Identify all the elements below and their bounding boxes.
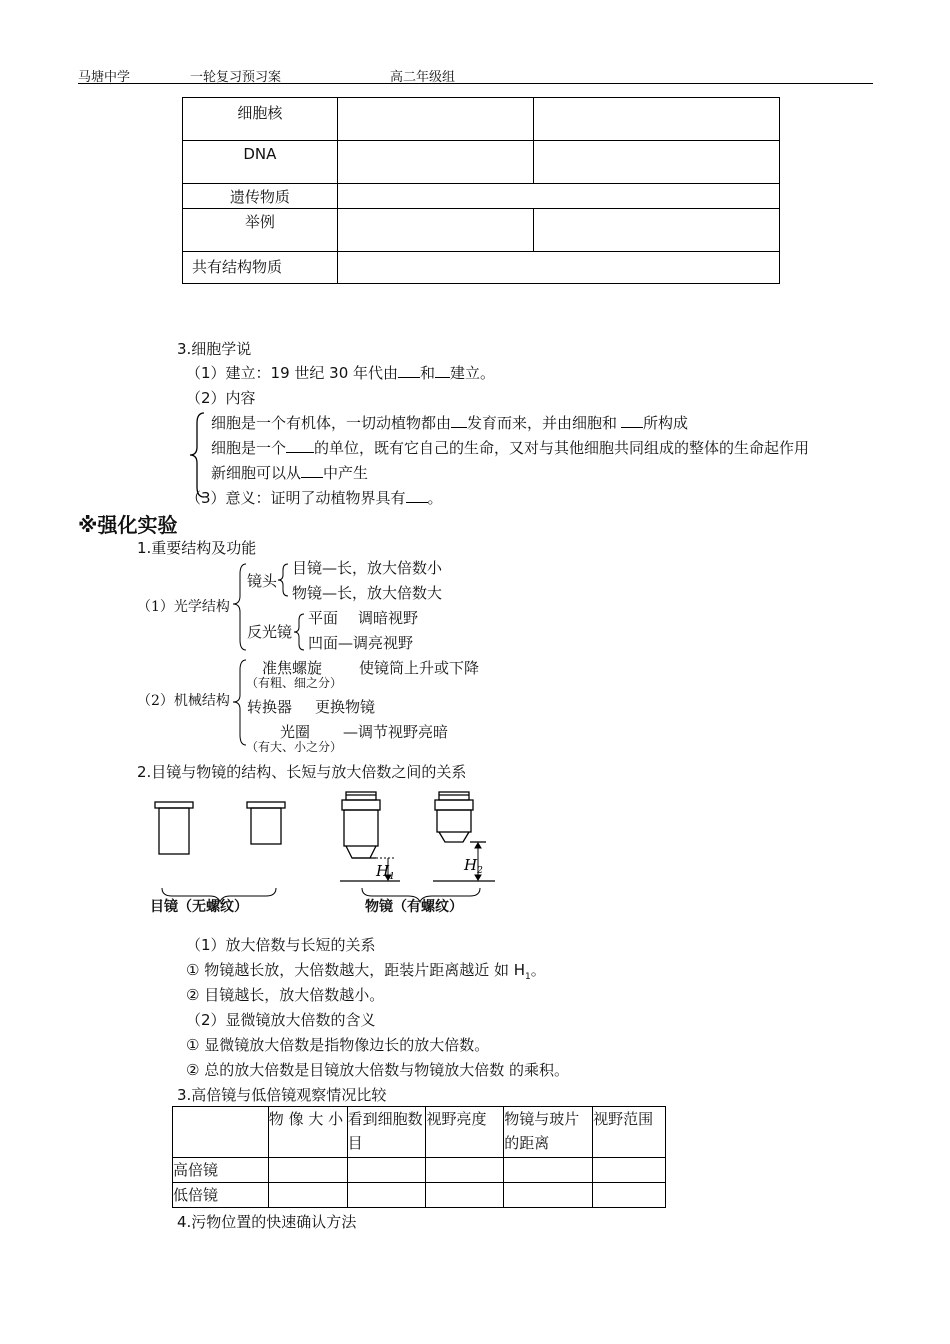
subsection-title: 3.高倍镜与低倍镜观察情况比较: [177, 1086, 387, 1104]
table-header-cell: 物镜与玻片的距离: [504, 1107, 593, 1158]
table-header-cell: 视野亮度: [426, 1107, 504, 1158]
fill-blank: [406, 487, 428, 503]
table-cell-blank: [337, 98, 534, 141]
comparison-table: [182, 97, 780, 284]
table-row: [183, 209, 780, 252]
relation-1a-sub: 1: [525, 972, 531, 982]
table-cell-blank: [268, 1158, 347, 1183]
content2-a: 细胞是一个: [211, 439, 287, 457]
table-cell-label: 遗传物质: [183, 184, 338, 209]
table-row: [173, 1158, 666, 1183]
lens-label: 镜头: [247, 572, 278, 590]
table-cell-blank: [347, 1158, 426, 1183]
cell-theory-content1: [211, 412, 688, 433]
table-cell-label: DNA: [183, 141, 338, 184]
subsection-title: 2.目镜与物镜的结构、长短与放大倍数之间的关系: [137, 763, 467, 781]
turret-label: 转换器: [247, 698, 293, 716]
eyepiece-long-icon: [155, 802, 193, 854]
relation-2a: ① 显微镜放大倍数是指物像边长的放大倍数。: [186, 1036, 490, 1054]
h1-label: $H_1$: [376, 862, 395, 882]
item1-mid: 和: [420, 364, 436, 382]
item1-prefix: （1）建立：19 世纪 30 年代由: [186, 364, 399, 382]
fill-blank: [286, 437, 314, 453]
relation-1a-text: ① 物镜越长放，大倍数越大，距装片距离越近 如 H: [186, 961, 526, 979]
table-header-row: [173, 1107, 666, 1158]
mirror-flat-fn: 调暗视野: [358, 609, 419, 627]
cell-theory-item1: [186, 362, 495, 383]
mirror-label: 反光镜: [247, 623, 293, 641]
content3-b: 中产生: [323, 464, 369, 482]
cell-theory-item2: （2）内容: [186, 389, 256, 407]
focus-knob-note: （有粗、细之分）: [246, 676, 343, 690]
table-header-cell: 看到细胞数目: [347, 1107, 426, 1158]
aperture-function: —调节视野亮暗: [343, 723, 449, 741]
table-row-label: 低倍镜: [173, 1183, 269, 1208]
table-cell-blank: [337, 209, 534, 252]
content1-b: 发育而来，并由细胞和: [467, 414, 618, 432]
relation-heading-2: （2）显微镜放大倍数的含义: [186, 1011, 376, 1029]
subsection-title: 1.重要结构及功能: [137, 539, 257, 557]
table-cell-blank: [504, 1183, 593, 1208]
item1-suffix: 建立。: [450, 364, 496, 382]
aperture-label: 光圈: [280, 723, 311, 741]
table-cell-blank: [534, 209, 780, 252]
turret-function: 更换物镜: [315, 698, 376, 716]
subsection-title: 4.污物位置的快速确认方法: [177, 1213, 357, 1231]
table-cell-blank: [268, 1183, 347, 1208]
content1-c: 所构成: [643, 414, 689, 432]
table-row: [183, 98, 780, 141]
relation-1a: [186, 959, 546, 982]
table-cell-blank: [534, 98, 780, 141]
header-doc-type: 一轮复习预习案: [190, 70, 282, 85]
table-cell-label: 举例: [183, 209, 338, 252]
table-header-cell: 物 像 大 小: [268, 1107, 347, 1158]
table-row: [183, 141, 780, 184]
magnification-table: [172, 1106, 666, 1208]
table-cell-blank: [593, 1158, 666, 1183]
content2-b: 的单位，既有它自己的生命，又对与其他细胞共同组成的整体的生命起作用: [314, 439, 810, 457]
h2-label: $H_2$: [464, 856, 483, 876]
fill-blank: [451, 412, 467, 428]
focus-knob-label: 准焦螺旋: [262, 659, 323, 677]
mirror-brace-icon: [292, 610, 308, 656]
objective-desc: 物镜—长，放大倍数大: [292, 584, 443, 602]
header-rule: [78, 83, 873, 84]
cell-theory-content3: [211, 462, 368, 483]
table-row: [183, 184, 780, 209]
fill-blank: [435, 362, 450, 378]
table-cell-blank: [347, 1183, 426, 1208]
table-cell-blank: [504, 1158, 593, 1183]
item3-a: （3）意义：证明了动植物界具有: [186, 489, 406, 507]
table-cell-blank: [534, 141, 780, 184]
section-title: ※强化实验: [78, 513, 178, 537]
table-row-label: 高倍镜: [173, 1158, 269, 1183]
mirror-concave: 凹面—调亮视野: [308, 634, 414, 652]
eyepiece-short-icon: [247, 802, 285, 844]
relation-heading-1: （1）放大倍数与长短的关系: [186, 936, 376, 954]
objective-long-icon: [340, 792, 400, 881]
table-cell-blank: [593, 1183, 666, 1208]
eyepiece-caption: 目镜（无螺纹）: [150, 899, 248, 915]
eyepiece-desc: 目镜—长，放大倍数小: [292, 559, 443, 577]
header-grade-group: 高二年级组: [390, 70, 456, 85]
focus-knob-function: 使镜筒上升或下降: [359, 659, 480, 677]
table-cell-blank: [426, 1183, 504, 1208]
mechanical-structure-label: （2）机械结构: [137, 693, 230, 709]
item3-b: 。: [427, 489, 443, 507]
content1-a: 细胞是一个有机体，一切动植物都由: [211, 414, 452, 432]
table-cell-label: 共有结构物质: [183, 252, 338, 284]
table-cell-blank: [337, 252, 779, 284]
table-header-cell: 视野范围: [593, 1107, 666, 1158]
aperture-note: （有大、小之分）: [246, 740, 343, 754]
cell-theory-item3: [186, 487, 443, 508]
optical-structure-label: （1）光学结构: [137, 599, 230, 615]
table-row: [183, 252, 780, 284]
header-school: 马塘中学: [78, 70, 131, 85]
mechanical-brace-icon: [232, 657, 248, 749]
cell-theory-content2: [211, 437, 809, 458]
fill-blank: [621, 412, 643, 428]
table-row: [173, 1183, 666, 1208]
content3-a: 新细胞可以从: [211, 464, 302, 482]
mirror-flat: [308, 607, 418, 628]
table-cell-label: 细胞核: [183, 98, 338, 141]
objective-caption: 物镜（有螺纹）: [365, 899, 463, 915]
table-cell-blank: [426, 1158, 504, 1183]
relation-1b: ② 目镜越长，放大倍数越小。: [186, 986, 385, 1004]
table-cell-blank: [337, 141, 534, 184]
cell-theory-title: 3.细胞学说: [177, 340, 252, 358]
mirror-flat-label: 平面: [308, 609, 339, 627]
relation-2b: ② 总的放大倍数是目镜放大倍数与物镜放大倍数 的乘积。: [186, 1061, 569, 1079]
table-header-cell: [173, 1107, 269, 1158]
relation-1a-end: 。: [530, 961, 546, 979]
left-brace-icon: [188, 411, 208, 499]
fill-blank: [301, 462, 323, 478]
fill-blank: [398, 362, 420, 378]
table-cell-blank: [337, 184, 779, 209]
